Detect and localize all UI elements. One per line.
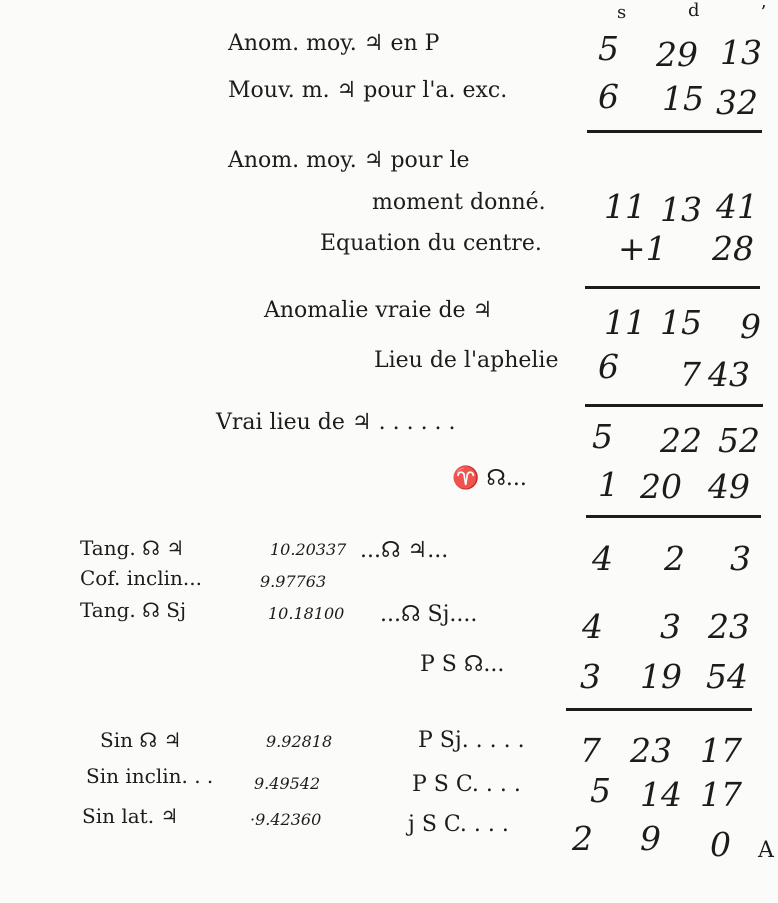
cell-signs: 7	[580, 731, 601, 770]
row-mid-label: ...☊ Sj....	[380, 602, 478, 627]
header-degrees: d	[688, 0, 700, 21]
cell-degrees: 23	[630, 731, 672, 770]
cell-minutes: 32	[716, 83, 758, 122]
cell-degrees: 22	[660, 421, 702, 460]
cell-degrees: 9	[640, 819, 661, 858]
cell-signs: 3	[580, 657, 601, 696]
sum-rule	[566, 708, 752, 711]
row-label: Anom. moy. ♃ en P	[228, 31, 440, 56]
cell-signs: +1	[618, 229, 667, 268]
corner-letter: A	[758, 838, 774, 863]
cell-minutes: 9	[740, 307, 761, 346]
row-label: moment donné.	[372, 190, 546, 215]
cell-degrees: 3	[660, 607, 681, 646]
cell-degrees: 20	[640, 467, 682, 506]
header-signs: s	[617, 2, 627, 23]
cell-signs: 5	[590, 771, 611, 810]
cell-signs: 5	[592, 417, 613, 456]
row-label: Anomalie vraie de ♃	[264, 298, 493, 323]
row-label: Mouv. m. ♃ pour l'a. exc.	[228, 78, 508, 103]
cell-degrees: 15	[660, 303, 702, 342]
cell-minutes: 23	[708, 607, 750, 646]
row-label: Tang. ☊ ♃	[80, 536, 185, 560]
sum-rule	[585, 286, 760, 289]
cell-degrees: 14	[640, 775, 682, 814]
cell-minutes: 52	[718, 421, 760, 460]
cell-minutes: 43	[708, 355, 750, 394]
row-label: Sin inclin. . .	[86, 764, 214, 788]
cell-degrees: 19	[640, 657, 682, 696]
log-value: 9.97763	[260, 572, 327, 591]
cell-degrees: 2	[664, 539, 685, 578]
cell-signs: 4	[592, 539, 613, 578]
cell-minutes: 0	[710, 825, 731, 864]
cell-degrees: 13	[660, 190, 702, 229]
row-label: Cof. inclin...	[80, 566, 202, 590]
cell-degrees: 15	[662, 79, 704, 118]
cell-minutes: 41	[716, 187, 758, 226]
cell-signs: 1	[598, 465, 619, 504]
row-label: ♈ ☊...	[452, 466, 527, 491]
cell-signs: 6	[598, 77, 619, 116]
row-label: Tang. ☊ Sj	[80, 598, 187, 622]
cell-signs: 5	[598, 29, 619, 68]
row-label: Sin lat. ♃	[82, 804, 179, 828]
row-mid-label: ...☊ ♃...	[360, 538, 449, 563]
cell-minutes: 3	[730, 539, 751, 578]
row-label: Vrai lieu de ♃ . . . . . .	[216, 410, 456, 435]
row-label: Sin ☊ ♃	[100, 728, 182, 752]
cell-minutes: 17	[700, 731, 742, 770]
cell-minutes: 28	[712, 229, 754, 268]
row-mid-label: P Sj. . . . .	[418, 728, 525, 753]
sum-rule	[587, 130, 762, 133]
cell-degrees: 7	[680, 355, 701, 394]
cell-minutes: 54	[706, 657, 748, 696]
log-value: 9.49542	[254, 774, 321, 793]
cell-signs: 4	[582, 607, 603, 646]
log-value: ·9.42360	[250, 810, 322, 829]
row-label: P S ☊...	[420, 652, 505, 677]
cell-degrees: 29	[656, 35, 698, 74]
cell-minutes: 13	[720, 33, 762, 72]
row-mid-label: j S C. . . .	[408, 812, 509, 837]
row-mid-label: P S C. . . .	[412, 772, 521, 797]
log-value: 9.92818	[266, 732, 333, 751]
log-value: 10.20337	[270, 540, 347, 559]
cell-signs: 11	[604, 187, 646, 226]
row-label: Lieu de l'aphelie	[374, 348, 559, 373]
header-minutes: ʼ	[760, 2, 766, 23]
cell-minutes: 17	[700, 775, 742, 814]
log-value: 10.18100	[268, 604, 345, 623]
sum-rule	[585, 404, 763, 407]
cell-signs: 11	[604, 303, 646, 342]
sum-rule	[586, 515, 761, 518]
row-label: Equation du centre.	[320, 231, 542, 256]
cell-signs: 6	[598, 347, 619, 386]
row-label: Anom. moy. ♃ pour le	[228, 148, 470, 173]
cell-signs: 2	[572, 819, 593, 858]
cell-minutes: 49	[708, 467, 750, 506]
